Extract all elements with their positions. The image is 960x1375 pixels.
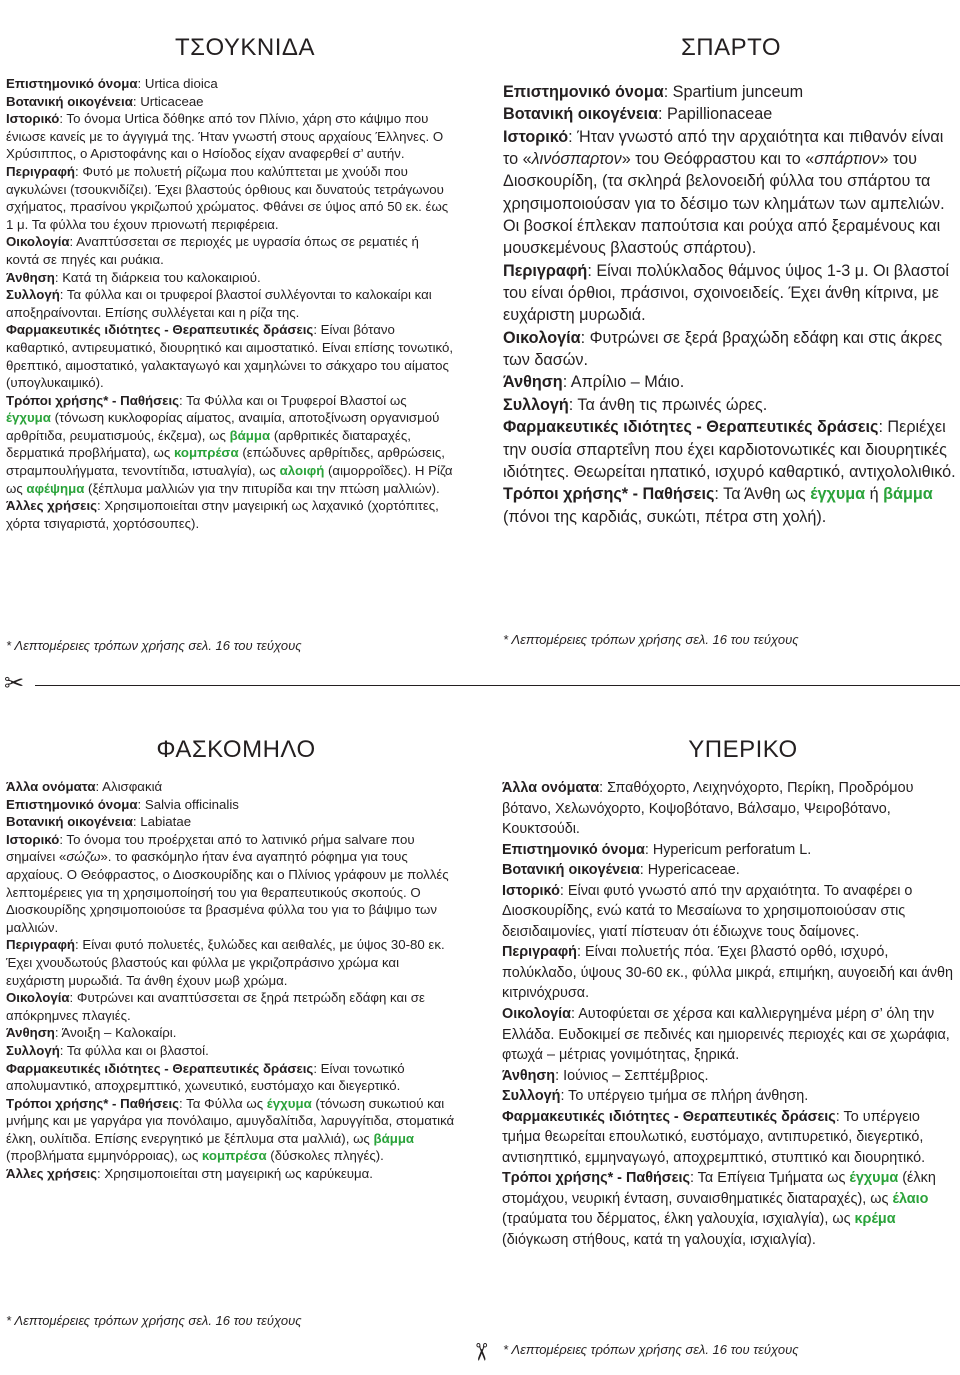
text-run: » του Διοσκουρίδη, (τα σκληρά βελονοειδή φύλλα του σπάρτου τα χρησιμοποιούσαν για το δέσιμο των κλημάτων των αμπελιών. Οι βοσκοί έπλεκαν παπούτσια και ρούχα από ξεραμένους και μουσκεμένους βλαστούς σπάρτου).: [503, 150, 945, 258]
field-label: Ιστορικό: [503, 127, 569, 146]
text-run: : Είναι πολύκλαδος θάμνος ύψος 1-3 μ. Οι βλαστοί του είναι όρθιοι, πράσινοι, σχοινοειδείς. Έχει άνθη κίτρινα, με ευχάριστη μυρωδιά.: [503, 261, 950, 325]
field-label: Συλλογή: [502, 1088, 561, 1105]
text-run: : Είναι βότανο καθαρτικό, αντιρευματικό, διουρητικό και αιμοστατικό. Είναι επίσης τονωτικό, θρεπτικό, αιμοστατικό, γαλακταγωγό και χαμηλώνει το σάκχαρο του αίματος (υπογλυκαιμικό).: [6, 322, 454, 391]
field-label: Φαρμακευτικές ιδιότητες - Θεραπευτικές δράσεις: [503, 418, 879, 437]
field-label: Περιγραφή: [503, 261, 588, 280]
text-run: : Spartium junceum: [663, 83, 804, 101]
text-run: : Το όνομα του προέρχεται από το λατινικό ρήμα salvare που σημαίνει «: [6, 831, 415, 865]
field-label: Τρόποι χρήσης* - Παθήσεις: [6, 392, 180, 408]
field-label: Φαρμακευτικές ιδιότητες - Θεραπευτικές δράσεις: [502, 1108, 836, 1125]
text-run: (αρθριτικές διαταραχές, δερματικά προβλήματα), ως: [6, 427, 411, 461]
paragraph: [503, 371, 959, 393]
field-label: Επιστημονικό όνομα: [6, 76, 138, 91]
field-label: Φαρμακευτικές ιδιότητες - Θεραπευτικές δράσεις: [6, 322, 314, 338]
paragraph: [6, 321, 454, 391]
preparation-term: έγχυμα: [810, 485, 866, 504]
text-run: : Τα φύλλα και οι βλαστοί.: [59, 1042, 209, 1058]
paragraph: [6, 93, 454, 111]
paragraph: [502, 778, 954, 840]
paragraph: [6, 1165, 456, 1183]
text-run: » του Θεόφραστου και το «: [621, 150, 815, 169]
text-run: : Περιέχει την ουσία σπαρτεΐνη που έχει καρδιοτονωτικές και διουρητικές ιδιότητες. Θεωρείται ηπατικό, ισχυρό καθαρτικό, αντιχολολιθικό.: [503, 418, 956, 481]
field-label: Τρόποι χρήσης* - Παθήσεις: [503, 485, 715, 504]
preparation-term: έλαιο: [892, 1190, 929, 1207]
paragraph: [6, 392, 454, 498]
paragraph: [6, 497, 454, 532]
text-run: : Χρησιμοποιείται στη μαγειρική ως καρύκευμα.: [97, 1166, 373, 1182]
card-title: ΦΑΣΚΟΜΗΛΟ: [156, 736, 316, 763]
paragraph: [6, 286, 454, 321]
text-run: : Φυτρώνει και αναπτύσσεται σε ξηρά πετρώδη εδάφη και σε απόκρημνες πλαγιές.: [6, 990, 425, 1023]
paragraph: [503, 260, 959, 327]
field-label: Τρόποι χρήσης* - Παθήσεις: [6, 1095, 180, 1111]
paragraph: [502, 1066, 954, 1087]
field-label: Βοτανική οικογένεια: [6, 814, 133, 830]
field-label: Οικολογία: [503, 328, 581, 347]
paragraph: [502, 840, 954, 861]
paragraph: [502, 942, 954, 1004]
text-run: : Urticaceae: [132, 93, 204, 109]
footnote: * Λεπτομέρειες τρόπων χρήσης σελ. 16 του τεύχους: [503, 1342, 799, 1357]
paragraph: [6, 1060, 456, 1095]
text-run: : Απρίλιο – Μάιο.: [562, 373, 685, 392]
text-run: : Κατά τη διάρκεια του καλοκαιριού.: [54, 269, 261, 285]
preparation-term: αφέψημα: [26, 480, 85, 496]
text-run: : Το υπέργειο τμήμα θεωρείται επουλωτικό, ευστόμαχο, αντιπυρετικό, διεγερτικό, αντισηπτικό, εμμηναγωγό, αποχρεμπτικό, στυπτικό και διουρητικό.: [502, 1108, 926, 1166]
text-run: : Hypericum perforatum L.: [644, 841, 812, 858]
paragraph: [503, 126, 959, 260]
text-run: : Αναπτύσσεται σε περιοχές με υγρασία όπως σε ρεματιές ή κοντά σε πηγές και ρυάκια.: [6, 234, 419, 267]
scissors-icon: ✂: [467, 1341, 495, 1363]
text-run: σώζω: [66, 849, 101, 865]
paragraph: [6, 110, 454, 163]
paragraph: [6, 163, 454, 233]
field-label: Βοτανική οικογένεια: [6, 93, 133, 109]
field-label: Άνθηση: [6, 1025, 55, 1041]
text-run: : Αλισφακιά: [95, 779, 163, 794]
text-run: (προβλήματα εμμηνόρροιας), ως: [6, 1148, 202, 1164]
field-label: Άνθηση: [6, 269, 55, 285]
text-run: (πόνοι της καρδιάς, συκώτι, πέτρα στη χολή).: [503, 507, 827, 526]
text-run: : Hypericaceae.: [639, 862, 740, 879]
text-run: : Τα Φύλλα ως: [179, 1095, 267, 1111]
text-run: : Labiatae: [132, 814, 192, 830]
paragraph: [6, 831, 456, 937]
text-run: : Urtica dioica: [137, 76, 218, 91]
paragraph: [6, 778, 456, 796]
field-label: Άλλα ονόματα: [502, 780, 600, 796]
field-label: Συλλογή: [503, 395, 569, 414]
card-title: ΣΠΑΡΤΟ: [680, 34, 782, 61]
footnote: * Λεπτομέρειες τρόπων χρήσης σελ. 16 του τεύχους: [6, 638, 302, 653]
field-label: Ιστορικό: [6, 111, 60, 127]
text-run: ». το φασκόμηλο ήταν ένα αγαπητό ρόφημα για τους αρχαίους. Ο Θεόφραστος, ο Διοσκουρίδης και ο Πλίνιος γράφουν με πολλές λεπτομέρειες για τη χρησιμοποίησή του για θεραπευτικούς σκοπούς. Ο Διοσκουρίδης χρησιμοποιούσε τα βρασμένα φύλλα του για το βάψιμο των μαλλιών.: [6, 849, 449, 935]
text-run: : Είναι τονωτικό απολυμαντικό, αποχρεμπτικό, χωνευτικό, ευστόμαχο και διεγερτικό.: [6, 1060, 405, 1094]
paragraph: [6, 936, 456, 989]
text-run: : Είναι πολυετής πόα. Έχει βλαστό ορθό, ισχυρό, πολύκλαδο, ύψους 30-60 εκ., φύλλα μικρά, επιμήκη, αυγοειδή και άνθη κιτρινόχρυσα.: [502, 944, 953, 1002]
footnote: * Λεπτομέρειες τρόπων χρήσης σελ. 16 του τεύχους: [6, 1313, 302, 1328]
text-run: σπάρτιον: [814, 150, 880, 169]
card-title: ΥΠΕΡΙΚΟ: [688, 736, 798, 763]
paragraph: [6, 796, 456, 814]
text-run: λινόσπαρτον: [531, 150, 622, 169]
preparation-term: βάμμα: [229, 427, 271, 443]
text-run: : Φυτό με πολυετή ρίζωμα που καλύπτεται με χνούδι που αγκυλώνει (τσουκνιδίζει). Έχει βλαστούς όρθιους και δυνατούς τετράγωνου σχήματος, πρασίνου γκριζωπού χρώματος. Φθάνει σε ύψος από 50 εκ. έως 1 μ. Τα φύλλα του έχουν πριονωτή περιφέρεια.: [6, 163, 449, 232]
field-label: Άνθηση: [503, 373, 563, 392]
text-run: (διόγκωση στήθους, κατά τη γαλουχία, ισχιαλγία).: [502, 1232, 816, 1249]
text-run: : Το υπέργειο τμήμα σε πλήρη άνθηση.: [560, 1088, 809, 1105]
field-label: Επιστημονικό όνομα: [503, 83, 664, 101]
paragraph: [6, 1024, 456, 1042]
preparation-term: κρέμα: [854, 1211, 896, 1228]
field-label: Περιγραφή: [6, 163, 76, 179]
text-run: : Φυτρώνει σε ξερά βραχώδη εδάφη και στις άκρες των δασών.: [503, 328, 943, 370]
card-body: [503, 81, 959, 528]
text-run: : Άνοιξη – Καλοκαίρι.: [54, 1025, 177, 1041]
text-run: (τόνωση κυκλοφορίας αίματος, αναιμία, αποτοξίνωση οργανισμού αρθρίτιδα, ρευματισμούς, έκζεμα), ως: [6, 410, 440, 443]
paragraph: [6, 989, 456, 1024]
footnote: * Λεπτομέρειες τρόπων χρήσης σελ. 16 του τεύχους: [503, 632, 799, 647]
card-body: [502, 778, 954, 1251]
text-run: : Ιούνιος – Σεπτέμβριος.: [555, 1067, 709, 1084]
field-label: Ιστορικό: [502, 882, 560, 899]
field-label: Οικολογία: [6, 990, 70, 1006]
paragraph: [6, 269, 454, 287]
field-label: Άλλα ονόματα: [6, 779, 96, 794]
field-label: Ιστορικό: [6, 831, 60, 847]
paragraph: [503, 327, 959, 372]
card-body: [6, 75, 454, 532]
text-run: (αιμορροΐδες). Η Ρίζα ως: [6, 463, 453, 496]
preparation-term: κομπρέσα: [173, 445, 239, 461]
text-run: (επώδυνες αρθρίτιδες, αρθρώσεις, στραμπουλήγματα, τενοντίτιδα, ιστυαλγία), ως: [6, 445, 445, 479]
text-run: : Είναι φυτό πολυετές, ξυλώδες και αειθαλές, με ύψος 30-80 εκ. Έχει χνουδωτούς βλαστούς και φύλλα με γκριζοπράσινο χρώμα και ευχάριστη μυρωδιά. Τα άνθη έχουν μωβ χρώμα.: [6, 937, 445, 988]
paragraph: [503, 81, 959, 103]
paragraph: [503, 394, 959, 416]
paragraph: [503, 483, 959, 528]
text-run: : Τα Φύλλα και οι Τρυφεροί Βλαστοί ως: [179, 392, 407, 408]
field-label: Φαρμακευτικές ιδιότητες - Θεραπευτικές δράσεις: [6, 1060, 314, 1076]
field-label: Βοτανική οικογένεια: [502, 862, 640, 879]
field-label: Άλλες χρήσεις: [6, 498, 98, 514]
preparation-term: κομπρέσα: [201, 1148, 267, 1164]
field-label: Συλλογή: [6, 1042, 60, 1058]
paragraph: [502, 881, 954, 943]
card-title: ΤΣΟΥΚΝΙΔΑ: [175, 34, 315, 61]
preparation-term: έγχυμα: [6, 410, 51, 426]
text-run: : Τα φύλλα και οι τρυφεροί βλαστοί συλλέγονται το καλοκαίρι και αποξηραίνονται. Επίσης συλλέγεται και η ρίζα της.: [6, 287, 432, 320]
preparation-term: βάμμα: [373, 1130, 415, 1146]
paragraph: [502, 1086, 954, 1107]
text-run: : Χρησιμοποιείται στην μαγειρική ως λαχανικό (χορτόπιτες, χόρτα τσιγαριστά, χορτόσουπες).: [6, 498, 439, 531]
text-run: : Αυτοφύεται σε χέρσα και καλλιεργημένα μέρη σ’ όλη την Ελλάδα. Ευδοκιμεί σε πεδινές και ημιορεινές περιοχές και σε χωράφια, φτωχά – μέτριας γονιμότητας, ξηρικά.: [502, 1006, 950, 1064]
text-run: (δύσκολες πληγές).: [266, 1148, 384, 1164]
preparation-term: έγχυμα: [266, 1095, 312, 1111]
text-run: : Salvia officinalis: [137, 796, 239, 812]
paragraph: [6, 233, 454, 268]
field-label: Περιγραφή: [6, 937, 76, 953]
field-label: Συλλογή: [6, 287, 60, 303]
text-run: : Σπαθόχορτο, Λειχηνόχορτο, Περίκη, Προδρόμου βότανο, Χελωνόχορτο, Κοψοβότανο, Βάλσαμο, Ψειροβότανο, Κουκτσούδι.: [502, 780, 914, 838]
paragraph: [502, 860, 954, 881]
text-run: : Είναι φυτό γνωστό από την αρχαιότητα. Το αναφέρει ο Διοσκουρίδης, ενώ κατά το Μεσαίωνα το χρησιμοποιούσαν στις δεισιδαιμονίες, γιατί πίστευαν ότι έδιωχνε τους δαίμονες.: [502, 882, 913, 940]
text-run: : Τα άνθη τις πρωινές ώρες.: [568, 395, 768, 414]
paragraph: [502, 1004, 954, 1066]
field-label: Άλλες χρήσεις: [6, 1166, 98, 1182]
cut-line: [35, 685, 960, 686]
text-run: (έλκη στομάχου, νευρική ένταση, συναισθηματικές διαταραχές), ως: [502, 1170, 936, 1207]
field-label: Τρόποι χρήσης* - Παθήσεις: [502, 1170, 690, 1187]
preparation-term: αλοιφή: [279, 463, 325, 479]
preparation-term: έγχυμα: [849, 1170, 899, 1187]
text-run: : Ήταν γνωστό από την αρχαιότητα και πιθανόν είναι το «: [503, 127, 944, 169]
text-run: : Το όνομα Urtica δόθηκε από τον Πλίνιο, χάρη στο κάψιμο που ένιωσε κανείς με το άγγιγμά της. Ήταν γνωστή στους αρχαίους Έλληνες. Ο Χρύσιππος, ο Αριστοφάνης και ο Ησίοδος είχαν αναφερθεί σ’ αυτήν.: [6, 111, 444, 162]
field-label: Βοτανική οικογένεια: [503, 105, 658, 124]
text-run: (ξέπλυμα μαλλιών για την πιτυρίδα και την πτώση μαλλιών).: [84, 480, 440, 496]
field-label: Επιστημονικό όνομα: [502, 841, 645, 858]
field-label: Οικολογία: [502, 1006, 571, 1023]
paragraph: [502, 1107, 954, 1169]
paragraph: [503, 416, 959, 483]
preparation-term: βάμμα: [883, 485, 933, 504]
paragraph: [6, 813, 456, 831]
paragraph: [6, 75, 454, 93]
field-label: Περιγραφή: [502, 944, 577, 961]
field-label: Επιστημονικό όνομα: [6, 796, 138, 812]
scissors-icon: ✂: [4, 670, 25, 697]
field-label: Οικολογία: [6, 234, 70, 250]
text-run: ή: [865, 485, 884, 504]
text-run: : Τα Άνθη ως: [714, 485, 811, 504]
paragraph: [6, 1095, 456, 1165]
text-run: (τραύματα του δέρματος, έλκη γαλουχία, ισχιαλγία), ως: [502, 1211, 855, 1228]
field-label: Άνθηση: [502, 1067, 556, 1084]
paragraph: [503, 103, 959, 125]
text-run: : Papillionaceae: [657, 105, 773, 124]
paragraph: [502, 1168, 954, 1250]
card-body: [6, 778, 456, 1183]
text-run: : Τα Επίγεια Τμήματα ως: [689, 1170, 850, 1187]
paragraph: [6, 1042, 456, 1060]
text-run: (τόνωση συκωτιού και μνήμης και με γαργάρα για πονόλαιμο, αμυγδαλίτιδα, λαρυγγίτιδα, στοματικά έλκη, ουλίτιδα. Επίσης ενεργητικό με ξέπλυμα στα μαλλιά), ως: [6, 1095, 455, 1146]
